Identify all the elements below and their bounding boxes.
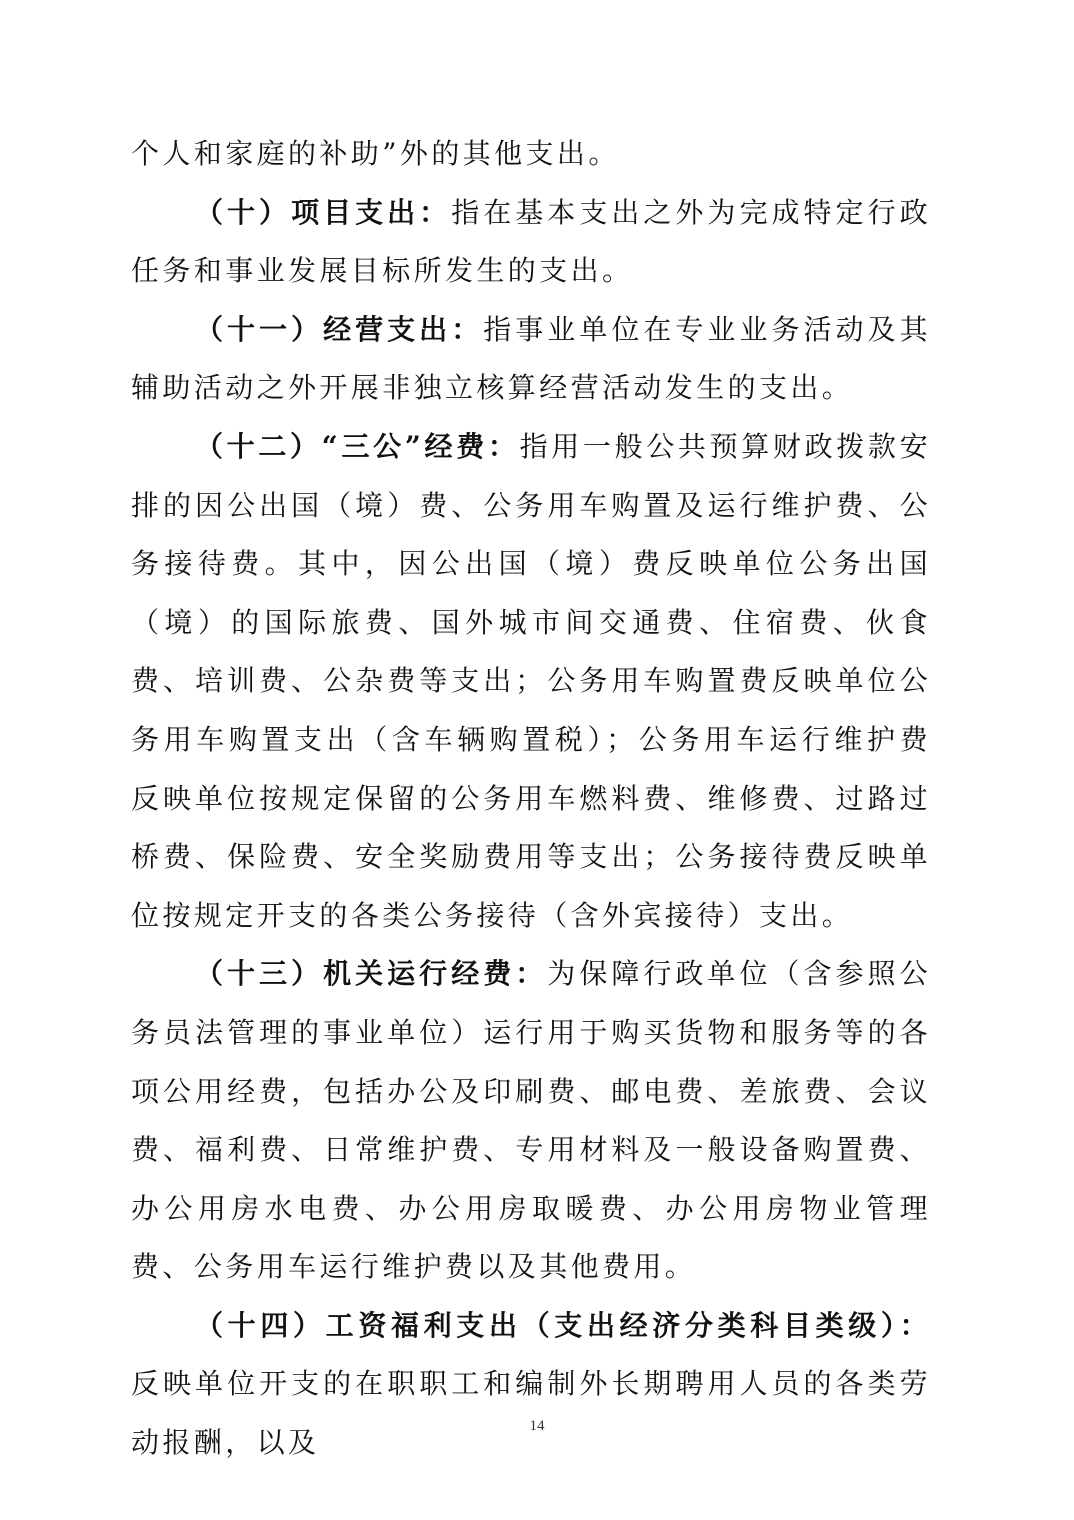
- paragraph-heading: （十四）工资福利支出（支出经济分类科目类级）：: [195, 1308, 931, 1342]
- paragraph-three-public-expenses: [131, 418, 931, 945]
- paragraph-heading: （十一）经营支出：: [195, 312, 484, 346]
- paragraph-wage-welfare-expenditure: [131, 1297, 931, 1473]
- paragraph-text: 为保障行政单位（含参照公务员法管理的事业单位）运行用于购买货物和服务等的各项公用经费，包括办公及印刷费、邮电费、差旅费、会议费、福利费、日常维护费、专用材料及一般设备购置费、办公用房水电费、办公用房取暖费、办公用房物业管理费、公务用车运行维护费以及其他费用。: [131, 957, 931, 1284]
- paragraph-operating-expenditure: [131, 301, 931, 418]
- paragraph-text: 指用一般公共预算财政拨款安排的因公出国（境）费、公务用车购置及运行维护费、公务接待费。其中，因公出国（境）费反映单位公务出国（境）的国际旅费、国外城市间交通费、住宿费、伙食费、培训费、公杂费等支出；公务用车购置费反映单位公务用车购置支出（含车辆购置税）；公务用车运行维护费反映单位按规定保留的公务用车燃料费、维修费、过路过桥费、保险费、安全奖励费用等支出；公务接待费反映单位按规定开支的各类公务接待（含外宾接待）支出。: [131, 429, 931, 932]
- paragraph-heading: （十二）“三公”经费：: [195, 429, 520, 463]
- paragraph-text: 反映单位开支的在职职工和编制外长期聘用人员的各类劳动报酬，以及: [131, 1367, 931, 1460]
- paragraph-text: 个人和家庭的补助”外的其他支出。: [131, 137, 620, 170]
- paragraph-project-expenditure: [131, 184, 931, 301]
- paragraph-agency-operating-funds: [131, 945, 931, 1297]
- paragraph-continuation: [131, 125, 931, 184]
- body-text: [131, 125, 931, 1473]
- paragraph-text: 指在基本支出之外为完成特定行政任务和事业发展目标所发生的支出。: [131, 195, 931, 288]
- paragraph-heading: （十三）机关运行经费：: [195, 957, 548, 991]
- page-number: 14: [529, 1418, 545, 1434]
- paragraph-heading: （十）项目支出：: [195, 195, 452, 229]
- paragraph-text: 指事业单位在专业业务活动及其辅助活动之外开展非独立核算经营活动发生的支出。: [131, 312, 931, 405]
